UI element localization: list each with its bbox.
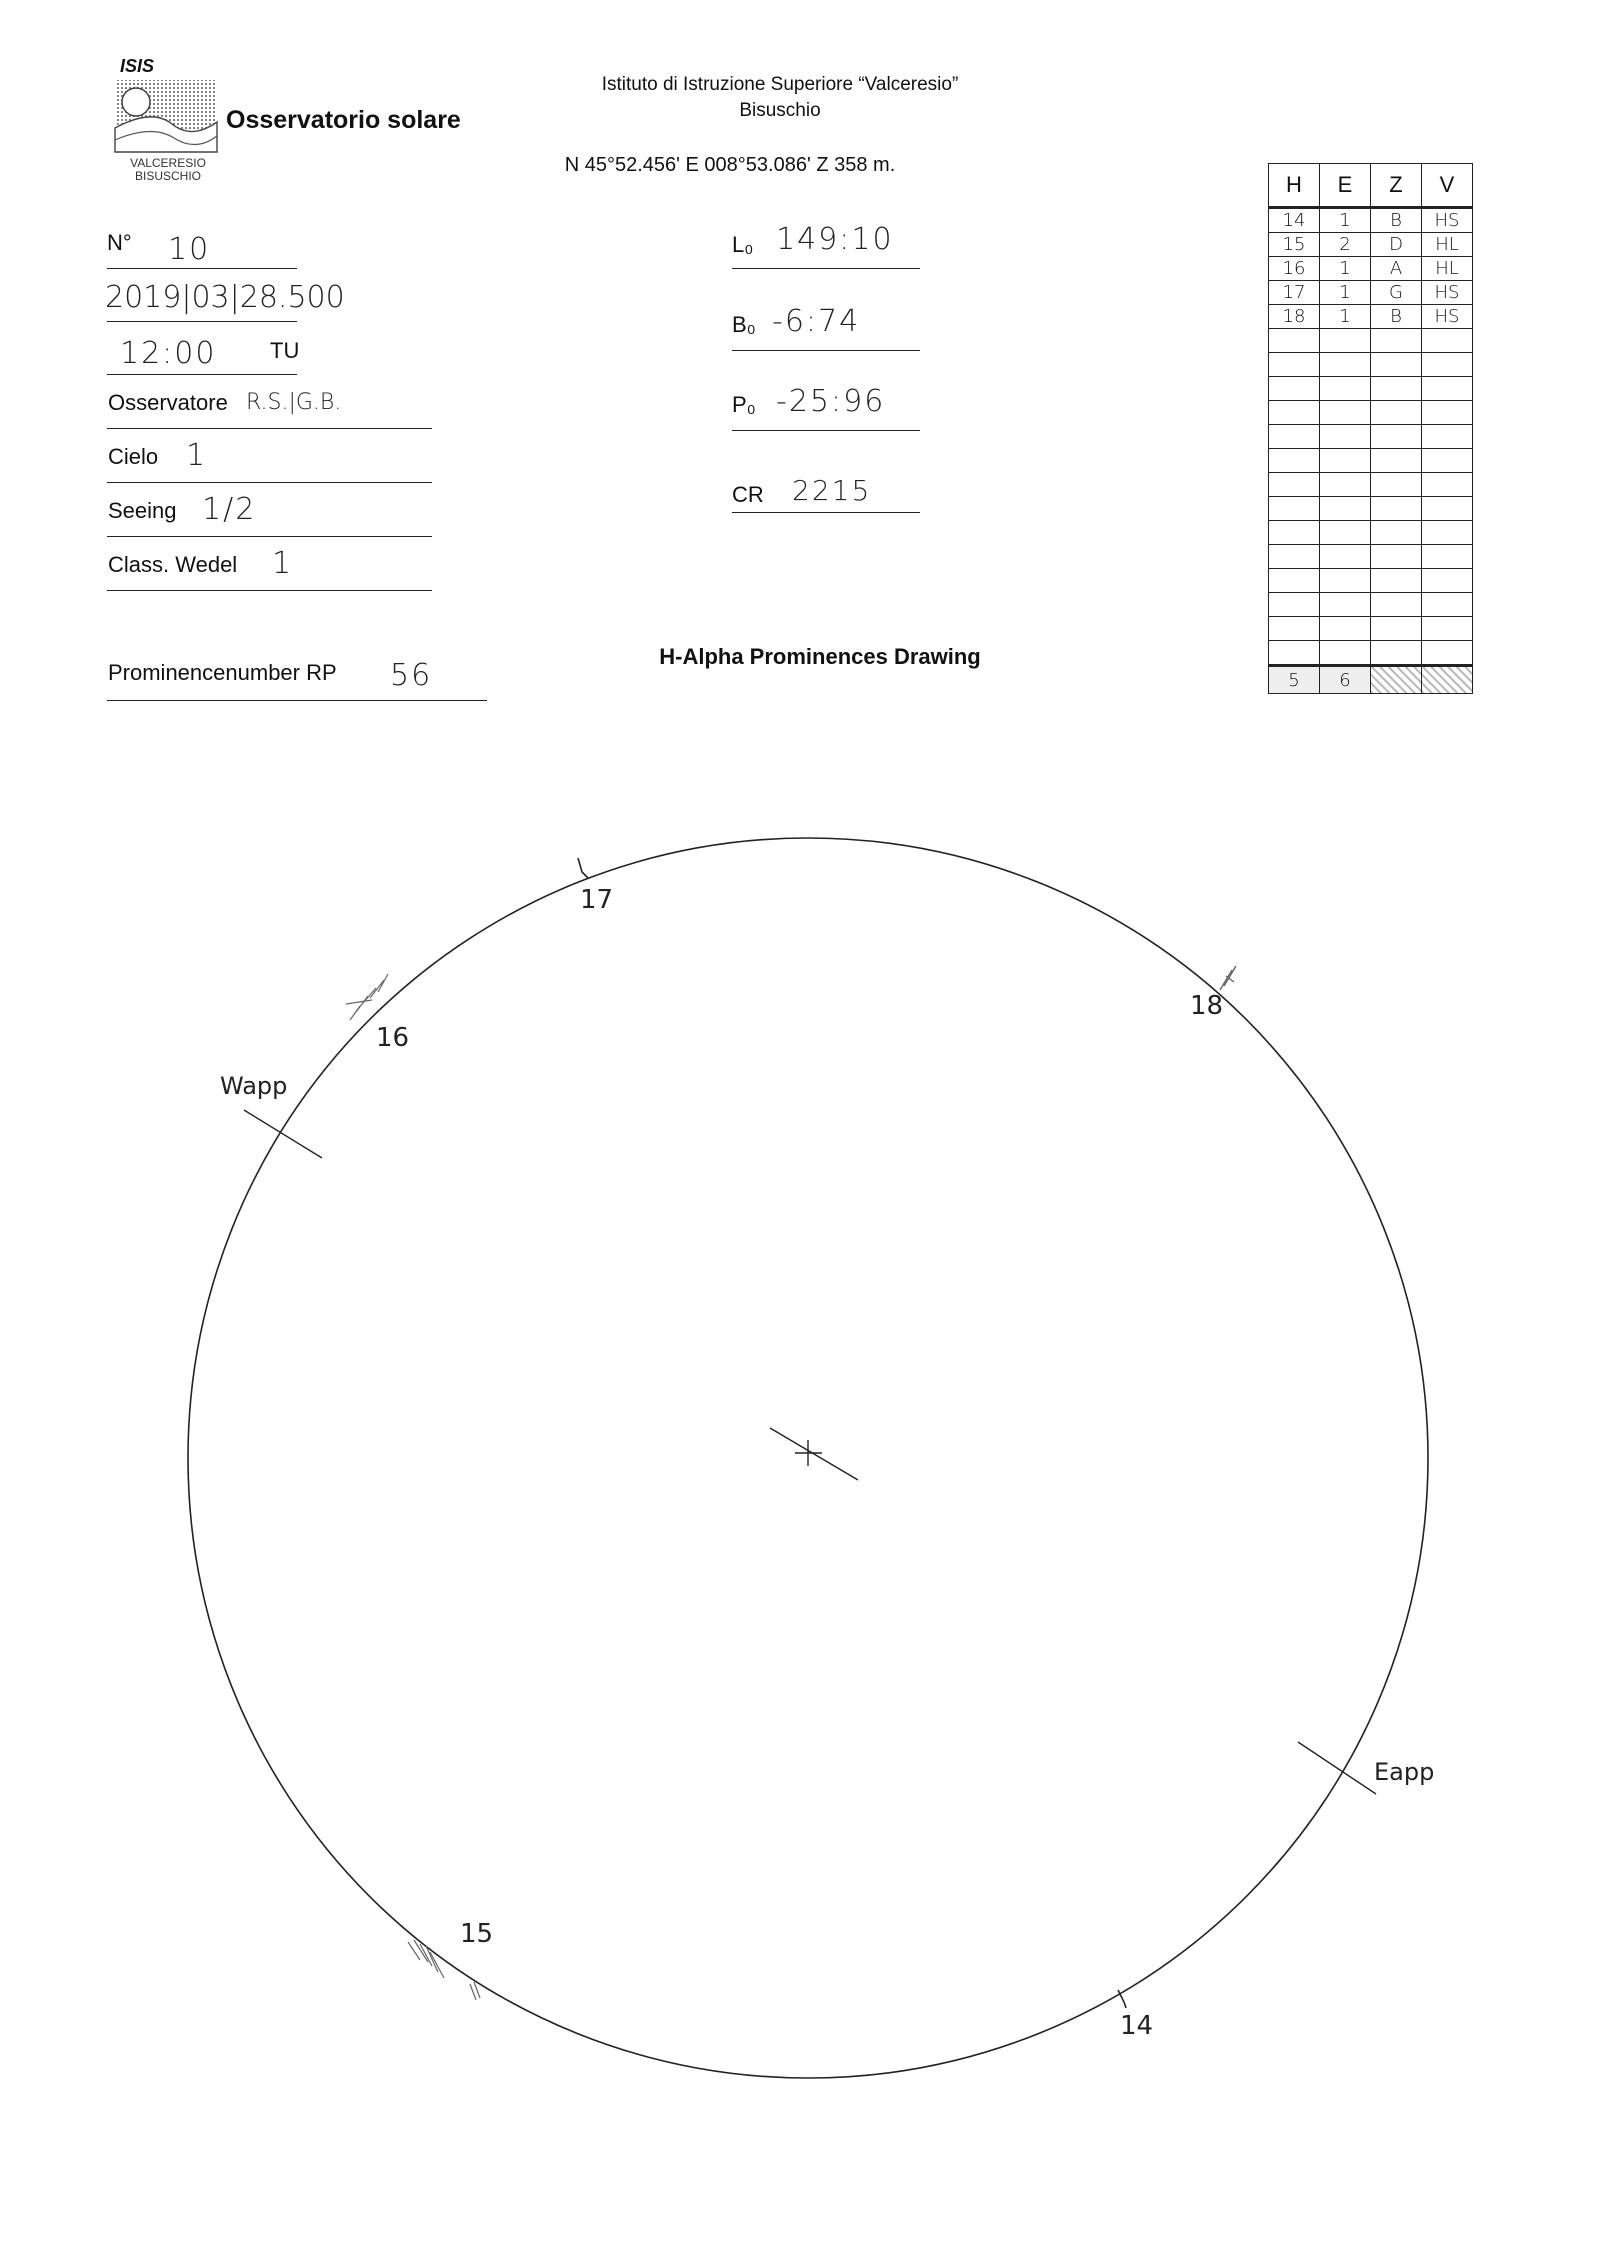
table-cell: 1 [1320, 208, 1371, 233]
seeing-label: Seeing [108, 498, 177, 523]
table-cell: HL [1422, 233, 1473, 257]
wedel-label: Class. Wedel [108, 552, 238, 577]
prominence-15-label: 15 [460, 1919, 494, 1949]
prominence-16-label: 16 [376, 1023, 410, 1053]
table-cell: A [1371, 257, 1422, 281]
west-apparent-marker [244, 1110, 322, 1158]
logo-sub-2: BISUSCHIO [134, 169, 202, 183]
observer-value: R.S.|G.B. [246, 390, 342, 415]
table-cell: 17 [1269, 281, 1320, 305]
time-value: 12:00 [120, 336, 217, 371]
logo-isis-text: ISIS [120, 58, 155, 76]
b0-label: B₀ [732, 312, 756, 337]
table-cell: D [1371, 233, 1422, 257]
prominence-value: 56 [390, 658, 433, 693]
prominence-18-mark [1220, 966, 1236, 990]
table-total-cell: 5 [1269, 666, 1320, 694]
table-cell: 15 [1269, 233, 1320, 257]
b0-value: -6:74 [772, 304, 861, 339]
prominence-label: Prominencenumber RP [108, 660, 337, 685]
table-header-cell: E [1320, 164, 1371, 208]
prominence-17-label: 17 [580, 885, 614, 915]
number-label: N° [107, 230, 132, 255]
time-unit: TU [270, 338, 300, 363]
observatory-title: Osservatorio solare [226, 106, 461, 134]
table-cell: G [1371, 281, 1422, 305]
center-cross-icon [770, 1428, 858, 1480]
table-cell: 1 [1320, 281, 1371, 305]
table-cell: HL [1422, 257, 1473, 281]
l0-label: L₀ [732, 232, 754, 257]
institute-town: Bisuschio [739, 100, 821, 121]
number-value: 10 [168, 232, 211, 267]
l0-value: 149:10 [776, 222, 894, 257]
p0-value: -25:96 [776, 384, 886, 419]
table-header-cell: H [1269, 164, 1320, 208]
table-header-cell: V [1422, 164, 1473, 208]
table-cell: 14 [1269, 208, 1320, 233]
sky-label: Cielo [108, 444, 159, 469]
table-cell: 18 [1269, 305, 1320, 329]
cr-value: 2215 [792, 474, 872, 507]
date-value: 2019|03|28.500 [105, 280, 345, 315]
prominence-18-label: 18 [1190, 991, 1224, 1021]
institute-name: Istituto di Istruzione Superiore “Valceresio” [601, 74, 959, 95]
table-cell: 16 [1269, 257, 1320, 281]
west-apparent-label: Wapp [220, 1072, 288, 1100]
prominence-17-mark [578, 858, 588, 878]
east-apparent-label: Eapp [1374, 1758, 1435, 1786]
table-cell: B [1371, 305, 1422, 329]
table-cell: HS [1422, 305, 1473, 329]
table-cell: B [1371, 208, 1422, 233]
sky-value: 1 [186, 438, 208, 473]
table-total-cell: 6 [1320, 666, 1371, 694]
observer-label: Osservatore [108, 390, 228, 415]
table-cell: 2 [1320, 233, 1371, 257]
prominence-14-label: 14 [1120, 2011, 1154, 2041]
drawing-title: H-Alpha Prominences Drawing [659, 644, 981, 669]
wedel-value: 1 [272, 546, 294, 581]
cr-label: CR [732, 482, 764, 507]
p0-label: P₀ [732, 392, 756, 417]
observatory-coordinates: N 45°52.456' E 008°53.086' Z 358 m. [564, 154, 896, 176]
table-cell: 1 [1320, 305, 1371, 329]
east-apparent-marker [1298, 1742, 1376, 1794]
table-header-cell: Z [1371, 164, 1422, 208]
table-cell: HS [1422, 281, 1473, 305]
prominence-16-mark [346, 974, 388, 1020]
prominence-15-mark [408, 1940, 480, 2000]
seeing-value: 1/2 [202, 492, 257, 527]
table-cell: 1 [1320, 257, 1371, 281]
logo-sub-1: VALCERESIO [130, 156, 206, 170]
table-cell: HS [1422, 208, 1473, 233]
